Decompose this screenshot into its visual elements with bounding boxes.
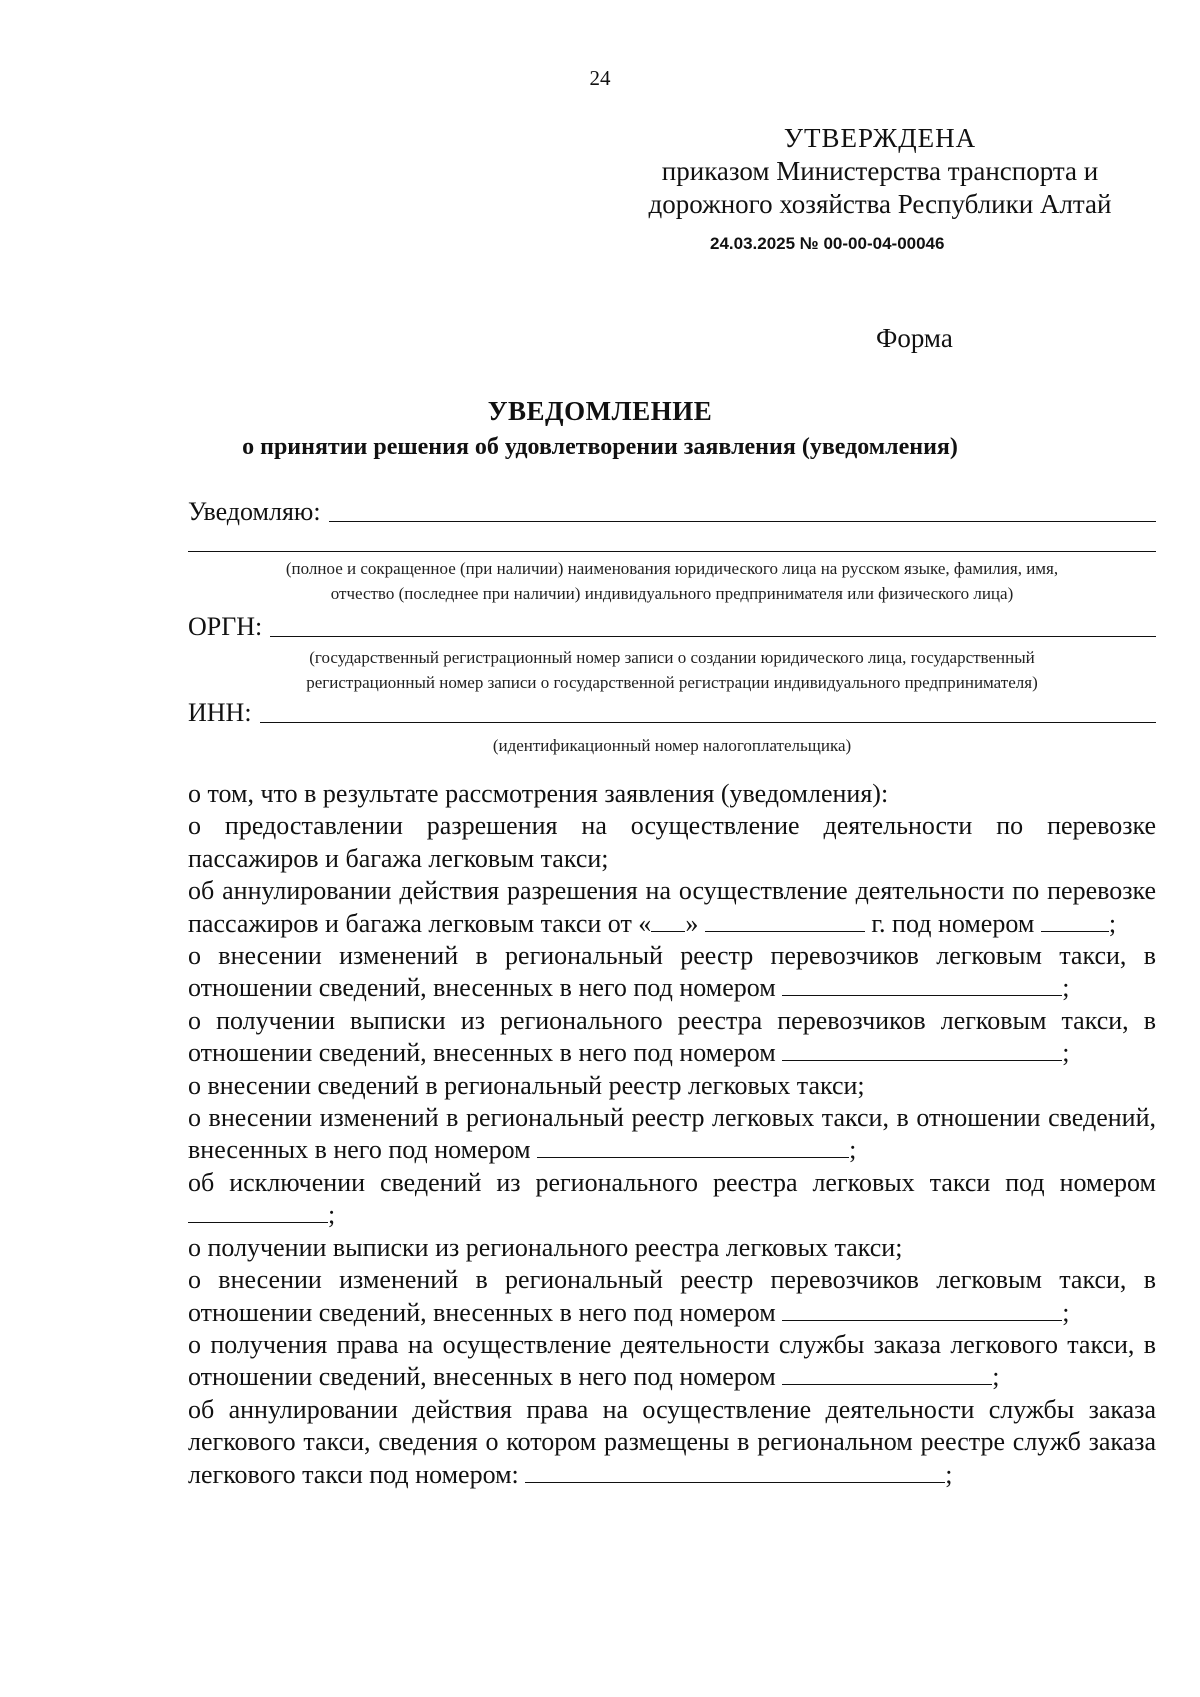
- taxi-exclusion-number-blank[interactable]: [188, 1221, 328, 1223]
- ogrn-field[interactable]: [188, 612, 1156, 642]
- notify-label: Уведомляю:: [188, 497, 321, 526]
- ogrn-label: ОРГН:: [188, 612, 263, 641]
- approval-block: [620, 122, 1140, 260]
- notify-line[interactable]: [329, 520, 1156, 522]
- item-dispatch-service-right: о получения права на осуществление деятельности службы заказа легкового такси, в отношении сведений, внесенных в него под номером ;: [188, 1329, 1156, 1392]
- approval-heading: УТВЕРЖДЕНА: [783, 123, 977, 153]
- inn-label: ИНН:: [188, 698, 252, 727]
- annulment-day-blank[interactable]: [651, 930, 685, 932]
- carrier-change-number-blank[interactable]: [782, 994, 1062, 996]
- ogrn-hint-line-2: регистрационный номер записи о государственной регистрации индивидуального предпринимателя): [306, 673, 1038, 692]
- approval-line-2: дорожного хозяйства Республики Алтай: [648, 189, 1112, 219]
- item-taxi-registry-change: о внесении изменений в региональный реестр легковых такси, в отношении сведений, внесенных в него под номером ;: [188, 1103, 1156, 1165]
- notify-hint: [150, 556, 1194, 606]
- item-taxi-registry-entry: о внесении сведений в региональный реестр легковых такси;: [188, 1070, 865, 1100]
- item-taxi-registry-extract: о получении выписки из регионального реестра легковых такси;: [188, 1232, 903, 1262]
- approval-line-1: приказом Министерства транспорта и: [661, 156, 1099, 186]
- notification-body: [188, 778, 1156, 1491]
- document-subtitle: о принятии решения об удовлетворении заявления (уведомления): [242, 434, 958, 460]
- order-reference: 24.03.2025 № 00-00-04-00046: [710, 234, 945, 253]
- inn-hint: (идентификационный номер налогоплательщика): [492, 736, 852, 755]
- item-carrier-registry-change-2: о внесении изменений в региональный реестр перевозчиков легковым такси, в отношении сведений, внесенных в него под номером ;: [188, 1265, 1156, 1327]
- annulment-number-blank[interactable]: [1041, 930, 1109, 932]
- item-carrier-registry-extract: о получении выписки из регионального реестра перевозчиков легковым такси, в отношении сведений, внесенных в него под номером ;: [188, 1005, 1156, 1068]
- page-number: 24: [589, 66, 611, 90]
- item-dispatch-service-annulment: об аннулировании действия права на осуществление деятельности службы заказа легкового такси, сведения о котором размещены в региональном реестре служб заказа легкового такси под номером: ;: [188, 1394, 1156, 1489]
- inn-field[interactable]: [188, 698, 1156, 728]
- inn-line[interactable]: [260, 721, 1156, 723]
- dispatch-annulment-number-blank[interactable]: [525, 1481, 945, 1483]
- ogrn-hint: [150, 645, 1194, 695]
- ogrn-line[interactable]: [270, 635, 1156, 637]
- item-taxi-permit: о предоставлении разрешения на осуществление деятельности по перевозке пассажиров и багажа легковым такси;: [188, 811, 1156, 873]
- document-title: УВЕДОМЛЕНИЕ: [487, 396, 713, 426]
- carrier-change-2-number-blank[interactable]: [782, 1319, 1062, 1321]
- item-carrier-registry-change: о внесении изменений в региональный реестр перевозчиков легковым такси, в отношении сведений, внесенных в него под номером ;: [188, 941, 1156, 1003]
- notify-line-2[interactable]: [188, 551, 1156, 552]
- dispatch-right-number-blank[interactable]: [782, 1383, 992, 1385]
- taxi-change-number-blank[interactable]: [537, 1156, 849, 1158]
- body-intro: о том, что в результате рассмотрения заявления (уведомления):: [188, 779, 889, 808]
- notify-hint-line-2: отчество (последнее при наличии) индивидуального предпринимателя или физического лица): [330, 584, 1014, 603]
- item-permit-annulment: об аннулировании действия разрешения на осуществление деятельности по перевозке пассажиров и багажа легковым такси от « » г. под номером ;: [188, 876, 1156, 938]
- notify-hint-line-1: (полное и сокращенное (при наличии) наименования юридического лица на русском языке, фамилия, имя,: [285, 559, 1059, 578]
- form-label: Форма: [876, 323, 953, 353]
- notify-field[interactable]: [188, 497, 1156, 527]
- carrier-extract-number-blank[interactable]: [782, 1059, 1062, 1061]
- item-taxi-registry-exclusion: об исключении сведений из регионального реестра легковых такси под номером ;: [188, 1167, 1156, 1230]
- annulment-month-blank[interactable]: [705, 930, 865, 932]
- ogrn-hint-line-1: (государственный регистрационный номер записи о создании юридического лица, государственный: [309, 648, 1035, 667]
